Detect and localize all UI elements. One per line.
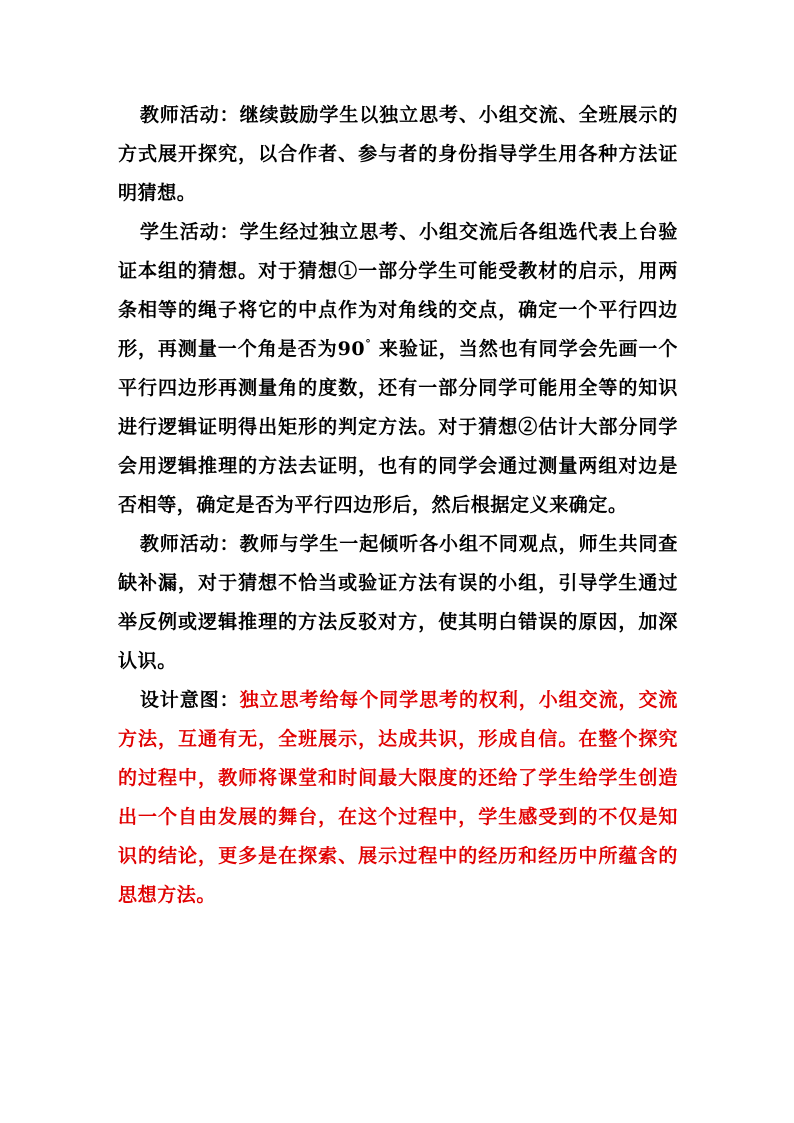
paragraph-text-part-2: 来验证，当然也有同学会先画一个平行四边形再测量角的度数，还有一部分同学可能用全等的知识进行逻辑证明得出矩形的判定方法。对于猜想②估计大部分同学会用逻辑推理的方法去证明，也有的同学会通过测量两组对边是否相等，确定是否为平行四边形后，然后根据定义来确定。 <box>118 338 678 516</box>
paragraph-student-activity <box>118 213 678 525</box>
paragraph-label: 学生活动： <box>139 221 240 243</box>
paragraph-label: 设计意图： <box>139 689 240 711</box>
paragraph-teacher-activity-2 <box>118 525 678 681</box>
paragraph-design-intent <box>118 681 678 915</box>
paragraph-text: 教师与学生一起倾听各小组不同观点，师生共同查缺补漏，对于猜想不恰当或验证方法有误的小组，引导学生通过举反例或逻辑推理的方法反驳对方，使其明白错误的原因，加深认识。 <box>118 533 678 672</box>
paragraph-label: 教师活动： <box>139 104 240 126</box>
paragraph-teacher-activity-1 <box>118 96 678 213</box>
degree-mark: ° <box>365 337 372 351</box>
document-body <box>118 96 678 915</box>
paragraph-label: 教师活动： <box>139 533 240 555</box>
paragraph-text-part-1: 学生经过独立思考、小组交流后各组选代表上台验证本组的猜想。对于猜想①一部分学生可能受教材的启示，用两条相等的绳子将它的中点作为对角线的交点，确定一个平行四边形，再测量一个角是否为90 <box>118 221 678 360</box>
paragraph-text-highlighted: 独立思考给每个同学思考的权利，小组交流，交流方法，互通有无，全班展示，达成共识，形成自信。在整个探究的过程中，教师将课堂和时间最大限度的还给了学生给学生创造出一个自由发展的舞台，在这个过程中，学生感受到的不仅是知识的结论，更多是在探索、展示过程中的经历和经历中所蕴含的思想方法。 <box>118 689 678 906</box>
paragraph-text: 继续鼓励学生以独立思考、小组交流、全班展示的方式展开探究，以合作者、参与者的身份指导学生用各种方法证明猜想。 <box>118 104 678 204</box>
